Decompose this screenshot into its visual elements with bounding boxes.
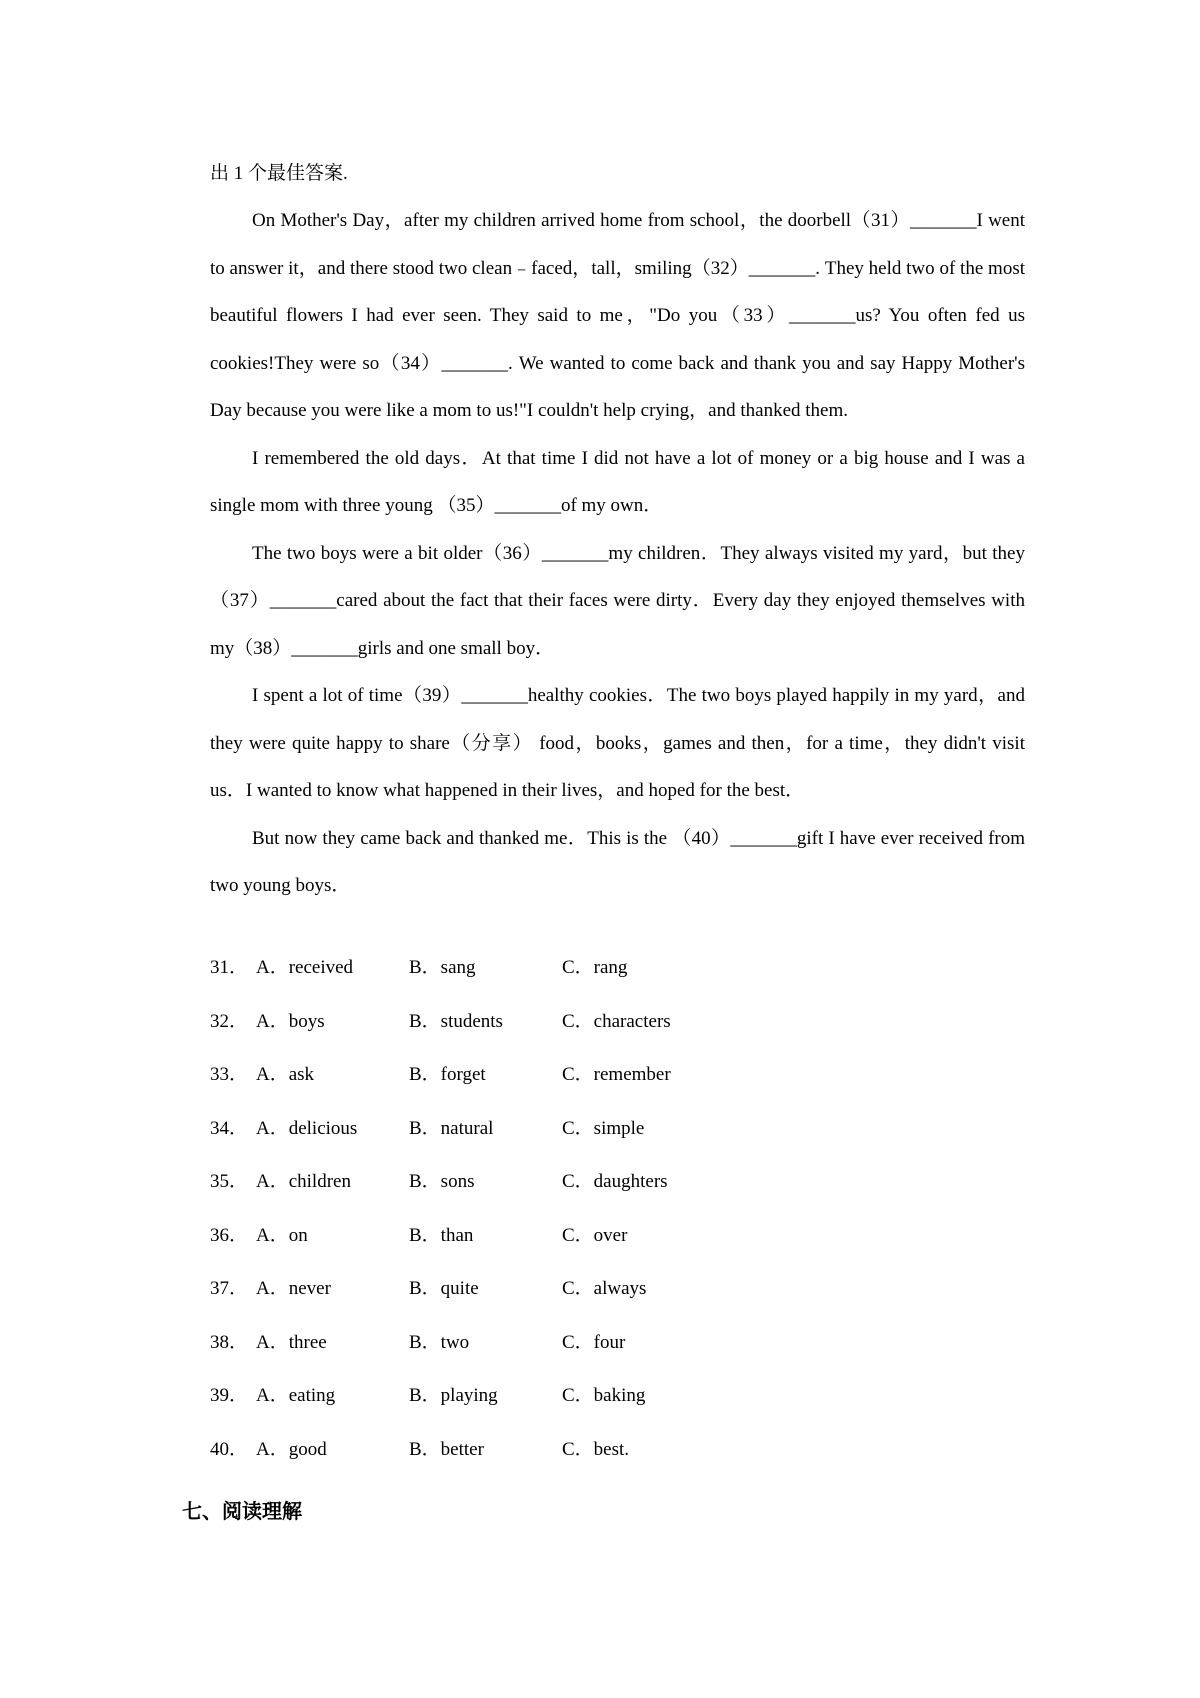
passage [210,150,1025,910]
option-b: B．better [409,1438,484,1460]
option-b: B．than [409,1224,474,1246]
option-c: C．daughters [562,1171,668,1192]
section-heading: 七、阅读理解 [182,1499,302,1523]
instruction-text: 出 1 个最佳答案. [210,163,348,184]
option-a: A．delicious [256,1117,358,1139]
question-number: 36． [210,1224,249,1246]
option-c: C．best. [562,1438,630,1460]
question-34 [210,1113,910,1167]
question-number: 38． [210,1331,249,1353]
option-b: B．natural [409,1117,494,1139]
question-33 [210,1059,910,1113]
option-a: A．received [256,957,354,978]
option-b: B．students [409,1010,503,1032]
question-32 [210,1006,910,1060]
answer-options [210,952,910,1487]
option-c: C．simple [562,1117,645,1139]
question-number: 40． [210,1438,249,1460]
option-a: A．ask [256,1064,315,1085]
option-b: B．quite [409,1278,479,1299]
option-a: A．never [256,1278,331,1299]
question-37 [210,1273,910,1327]
option-a: A．children [256,1171,351,1192]
option-a: A．three [256,1331,327,1353]
option-b: B．forget [409,1064,486,1085]
question-36 [210,1220,910,1274]
option-a: A．eating [256,1385,336,1406]
question-number: 32． [210,1010,249,1032]
paragraph-2: I remembered the old days．At that time I did not have a lot of money or a big house and I was a single mom with three young （35）_______of my own． [210,447,1025,516]
question-38 [210,1327,910,1381]
question-39 [210,1380,910,1434]
question-number: 33． [210,1064,249,1085]
option-c: C．rang [562,957,628,978]
option-c: C．baking [562,1385,646,1406]
question-number: 31． [210,957,249,978]
question-number: 34． [210,1117,249,1139]
paragraph-3: The two boys were a bit older（36）_______my children．They always visited my yard，but they（37）_______cared about the fact that their faces were dirty．Every day they enjoyed themselves with my（38）_______girls and one small boy． [210,542,1025,659]
question-number: 35． [210,1171,249,1192]
question-31 [210,952,910,1006]
option-b: B．playing [409,1385,498,1406]
option-b: B．two [409,1331,470,1353]
option-c: C．always [562,1278,647,1299]
paragraph-4: I spent a lot of time（39）_______healthy cookies．The two boys played happily in my yard，and they were quite happy to share（分享） food，books，games and then，for a time，they didn't visit us．I wanted to know what happened in their lives，and hoped for the best． [210,685,1025,801]
paragraph-5: But now they came back and thanked me．This is the （40）_______gift I have ever received from two young boys． [210,827,1025,896]
option-c: C．remember [562,1064,671,1085]
option-c: C．four [562,1331,626,1353]
option-b: B．sang [409,957,476,978]
option-a: A．good [256,1438,327,1460]
question-number: 37． [210,1278,249,1299]
question-number: 39． [210,1385,249,1406]
option-c: C．characters [562,1010,671,1032]
paragraph-1: On Mother's Day，after my children arrived home from school，the doorbell（31）_______I went to answer it，and there stood two clean﹣faced，tall，smiling（32）_______. They held two of the most beautiful flowers I had ever seen. They said to me，"Do you（33）_______us? You often fed us cookies!They were so（34）_______. We wanted to come back and thank you and say Happy Mother's Day because you were like a mom to us!"I couldn't help crying，and thanked them. [210,210,1025,421]
question-40 [210,1434,910,1488]
option-a: A．boys [256,1010,325,1032]
option-b: B．sons [409,1171,475,1192]
option-a: A．on [256,1224,308,1246]
question-35 [210,1166,910,1220]
option-c: C．over [562,1224,628,1246]
